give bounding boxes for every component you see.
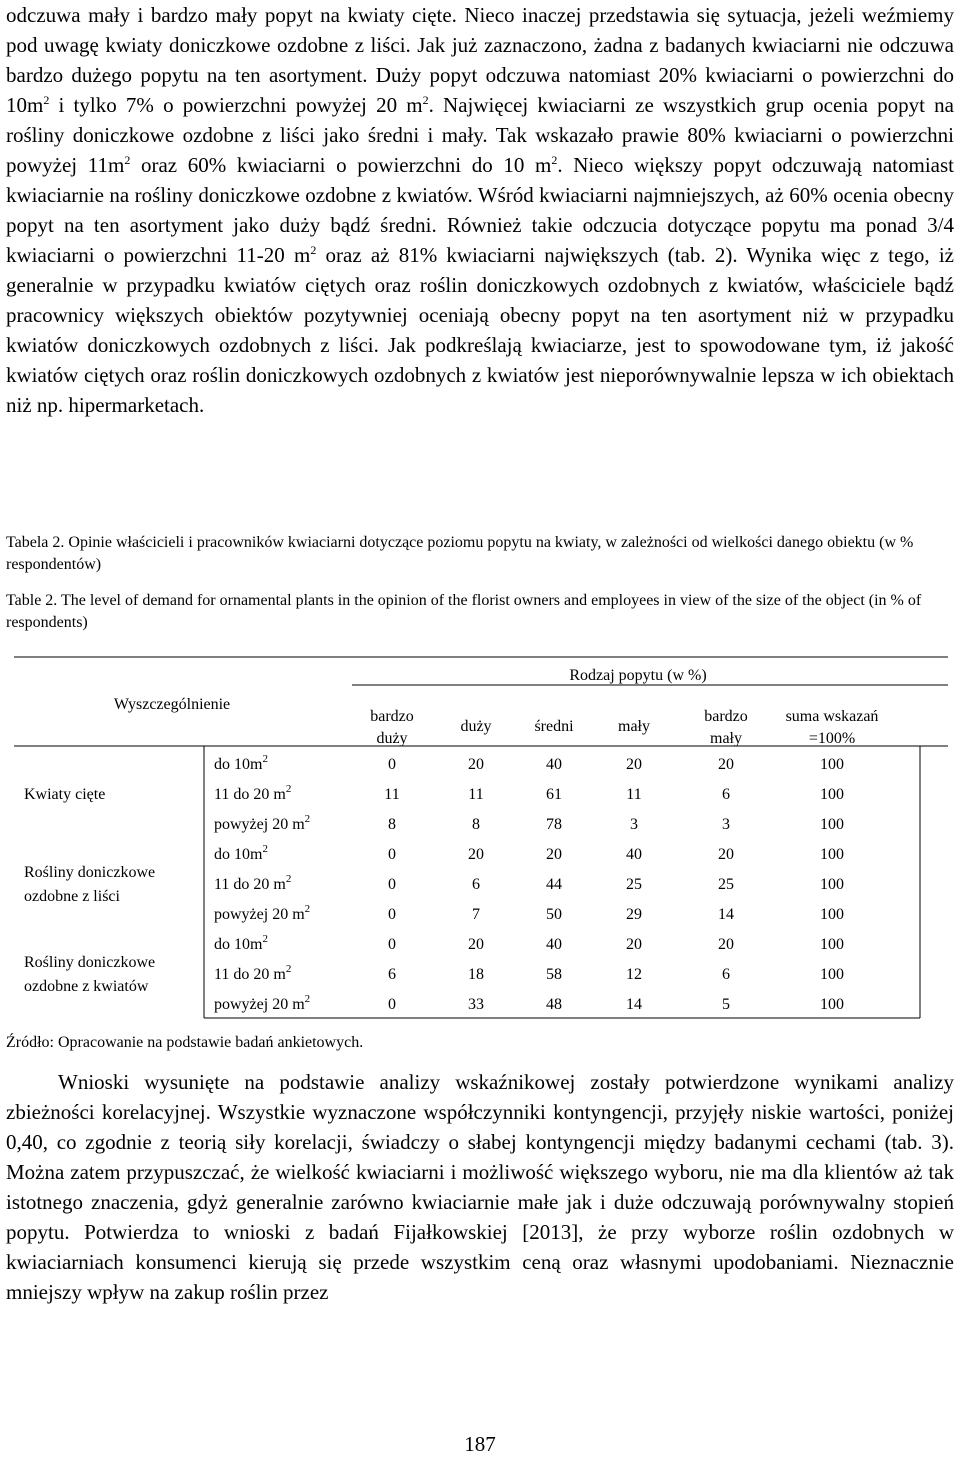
size-superscript: 2	[285, 783, 292, 795]
table-cell: 100	[820, 966, 844, 983]
column-header: suma wskazań	[785, 708, 879, 725]
row-size-label	[214, 993, 310, 1013]
table-cell: 6	[388, 966, 396, 983]
table-cell: 48	[546, 996, 562, 1013]
table-cell: 100	[820, 906, 844, 923]
table-cell: 100	[820, 816, 844, 833]
paragraph-text-segment: i tylko 7% o powierzchni powyżej 20 m	[49, 93, 423, 117]
table-cell: 5	[722, 996, 730, 1013]
table-cell: 8	[472, 816, 480, 833]
table-cell: 0	[388, 876, 396, 893]
table-cell: 50	[546, 906, 562, 923]
column-header: duży	[460, 718, 492, 735]
size-text: do 10m	[214, 846, 263, 863]
body-paragraph-2: Wnioski wysunięte na podstawie analizy wskaźnikowej zostały potwierdzone wynikami analizy zbieżności korelacyjnej. Wszystkie wyznaczone współczynniki kontyngencji, przyjęły niskie wartości, poniżej 0,40, co zgodnie z teorią siły korelacji, świadczy o słabej kontyngencji między badanymi cechami (tab. 3). Można zatem przypuszczać, że wielkość kwiaciarni i możliwość większego wyboru, nie ma dla klientów aż tak istotnego znaczenia, gdyż generalnie zarówno kwiaciarnie małe jak i duże odczuwają porównywalny stopień popytu. Potwierdza to wnioski z badań Fijałkowskiej [2013], że przy wyborze roślin ozdobnych w kwiaciarniach konsumenci kierują się przede wszystkim ceną oraz własnymi upodobaniami. Nieznacznie mniejszy wpływ na zakup roślin przez	[6, 1070, 954, 1304]
paragraph-text-segment: oraz 60% kwiaciarni o powierzchni do 10 m	[130, 153, 552, 177]
table-cell: 100	[820, 996, 844, 1013]
table-source-note: Źródło: Opracowanie na podstawie badań ankietowych.	[6, 1034, 364, 1051]
superscript: 2	[422, 93, 429, 107]
size-text: 11 do 20 m	[214, 876, 286, 893]
table-caption-english: Table 2. The level of demand for ornamental plants in the opinion of the florist owners and employees in view of the size of the object (in % of respondents)	[6, 592, 922, 631]
size-text: do 10m	[214, 756, 263, 773]
row-size-label	[214, 783, 291, 803]
table-cell: 14	[718, 906, 734, 923]
paragraph-text-segment: . Nieco większy popyt odczuwają natomiast kwiaciarnie na rośliny doniczkowe ozdobne z kwiatów. Wśród kwiaciarni najmniejszych, aż 60% ocenia obecny popyt na ten asortyment jako duży bądź średni. Również takie odczucia dotyczące popytu ma ponad 3/4 kwiaciarni o powierzchni 11-20 m	[6, 153, 954, 267]
table-cell: 100	[820, 846, 844, 863]
size-superscript: 2	[304, 903, 311, 915]
table-cell: 0	[388, 846, 396, 863]
row-group-label: Rośliny doniczkowe	[24, 864, 156, 881]
table-cell: 100	[820, 876, 844, 893]
table-cell: 33	[468, 996, 484, 1013]
demand-table	[14, 655, 948, 1025]
size-superscript: 2	[285, 873, 292, 885]
table-cell: 61	[546, 786, 562, 803]
row-size-label	[214, 903, 310, 923]
table-cell: 100	[820, 756, 844, 773]
table-cell: 29	[626, 906, 642, 923]
size-superscript: 2	[262, 933, 268, 945]
table-cell: 7	[472, 906, 480, 923]
table-cell: 3	[630, 816, 638, 833]
column-header: duży	[376, 730, 408, 747]
stub-header: Wyszczególnienie	[113, 696, 231, 713]
column-header: mały	[618, 718, 650, 735]
body-paragraph-1	[6, 0, 954, 420]
table-cell: 40	[626, 846, 642, 863]
size-text: powyżej 20 m	[214, 996, 305, 1013]
table-cell: 11	[468, 786, 484, 803]
table-cell: 11	[626, 786, 642, 803]
paragraph-text-segment: odczuwa mały i bardzo mały popyt na kwiaty cięte. Nieco inaczej przedstawia się sytuacja, jeżeli weźmiemy pod uwagę kwiaty doniczkowe ozdobne z liści. Jak już zaznaczono, żadna z badanych kwiaciarni nie odczuwa bardzo dużego popytu na ten asortyment. Duży popyt odczuwa natomiast 20% kwiaciarni o powierzchni do 10m	[6, 3, 954, 117]
paragraph-text-segment: . Najwięcej kwiaciarni ze wszystkich grup ocenia popyt na rośliny doniczkowe ozdobne z liści jako średni i mały. Tak wskazało prawie 80% kwiaciarni o powierzchni powyżej 11m	[6, 93, 955, 177]
table-cell: 20	[626, 756, 642, 773]
table-cell: 8	[388, 816, 396, 833]
table-cell: 20	[546, 846, 562, 863]
table-cell: 78	[546, 816, 562, 833]
table-cell: 100	[820, 786, 844, 803]
size-superscript: 2	[262, 843, 268, 855]
size-text: 11 do 20 m	[214, 966, 286, 983]
table-cell: 25	[718, 876, 734, 893]
table-cell: 3	[722, 816, 730, 833]
table-cell: 44	[546, 876, 562, 893]
row-group-label: Rośliny doniczkowe	[24, 954, 156, 971]
superscript: 2	[124, 153, 131, 167]
column-header: bardzo	[370, 708, 414, 725]
table-cell: 58	[546, 966, 562, 983]
size-text: do 10m	[214, 936, 263, 953]
row-size-label	[214, 843, 268, 863]
table-cell: 20	[718, 846, 734, 863]
row-group-label: ozdobne z kwiatów	[24, 978, 149, 995]
paragraph-text-segment: oraz aż 81% kwiaciarni największych (tab. 2). Wynika więc z tego, iż generalnie w przypadku kwiatów ciętych oraz roślin doniczkowych ozdobnych z kwiatów, właściciele bądź pracownicy większych obiektów pozytywniej oceniają obecny popyt na ten asortyment niż w przypadku kwiatów doniczkowych ozdobnych z liści. Jak podkreślają kwiaciarze, jest to spowodowane tym, iż jakość kwiatów ciętych oraz roślin doniczkowych ozdobnych z kwiatów jest nieporównywalnie lepsza w ich obiektach niż np. hipermarketach.	[6, 243, 955, 417]
size-superscript: 2	[304, 813, 311, 825]
table-cell: 40	[546, 936, 562, 953]
table-cell: 18	[468, 966, 484, 983]
table-cell: 40	[546, 756, 562, 773]
table-caption-polish: Tabela 2. Opinie właścicieli i pracowników kwiaciarni dotyczące poziomu popytu na kwiaty, w zależności od wielkości danego obiektu (w % respondentów)	[6, 534, 914, 573]
table-cell: 20	[468, 936, 484, 953]
row-group-label: ozdobne z liści	[24, 888, 120, 905]
row-size-label	[214, 813, 310, 833]
row-size-label	[214, 933, 268, 953]
column-header: mały	[710, 730, 742, 747]
table-cell: 11	[384, 786, 400, 803]
column-header: bardzo	[704, 708, 748, 725]
demand-table-svg	[14, 655, 948, 1025]
table-cell: 6	[722, 966, 730, 983]
table-cell: 6	[472, 876, 480, 893]
size-superscript: 2	[285, 963, 292, 975]
row-size-label	[214, 753, 268, 773]
size-text: 11 do 20 m	[214, 786, 286, 803]
column-header: średni	[534, 718, 574, 735]
column-header: =100%	[808, 730, 856, 747]
page-number: 187	[464, 1432, 496, 1456]
table-cell: 20	[468, 756, 484, 773]
table-cell: 20	[718, 756, 734, 773]
row-size-label	[214, 873, 291, 893]
table-cell: 20	[718, 936, 734, 953]
table-cell: 20	[468, 846, 484, 863]
table-cell: 100	[820, 936, 844, 953]
table-cell: 6	[722, 786, 730, 803]
size-superscript: 2	[262, 753, 268, 765]
table-cell: 25	[626, 876, 642, 893]
table-cell: 0	[388, 906, 396, 923]
table-cell: 0	[388, 996, 396, 1013]
table-cell: 14	[626, 996, 642, 1013]
group-header: Rodzaj popytu (w %)	[569, 667, 707, 684]
size-superscript: 2	[304, 993, 311, 1005]
table-cell: 0	[388, 936, 396, 953]
table-cell: 0	[388, 756, 396, 773]
superscript: 2	[310, 243, 317, 257]
superscript: 2	[551, 153, 558, 167]
row-size-label	[214, 963, 291, 983]
table-cell: 20	[626, 936, 642, 953]
size-text: powyżej 20 m	[214, 816, 305, 833]
row-group-label: Kwiaty cięte	[24, 786, 106, 803]
table-cell: 12	[626, 966, 642, 983]
size-text: powyżej 20 m	[214, 906, 305, 923]
superscript: 2	[43, 93, 50, 107]
